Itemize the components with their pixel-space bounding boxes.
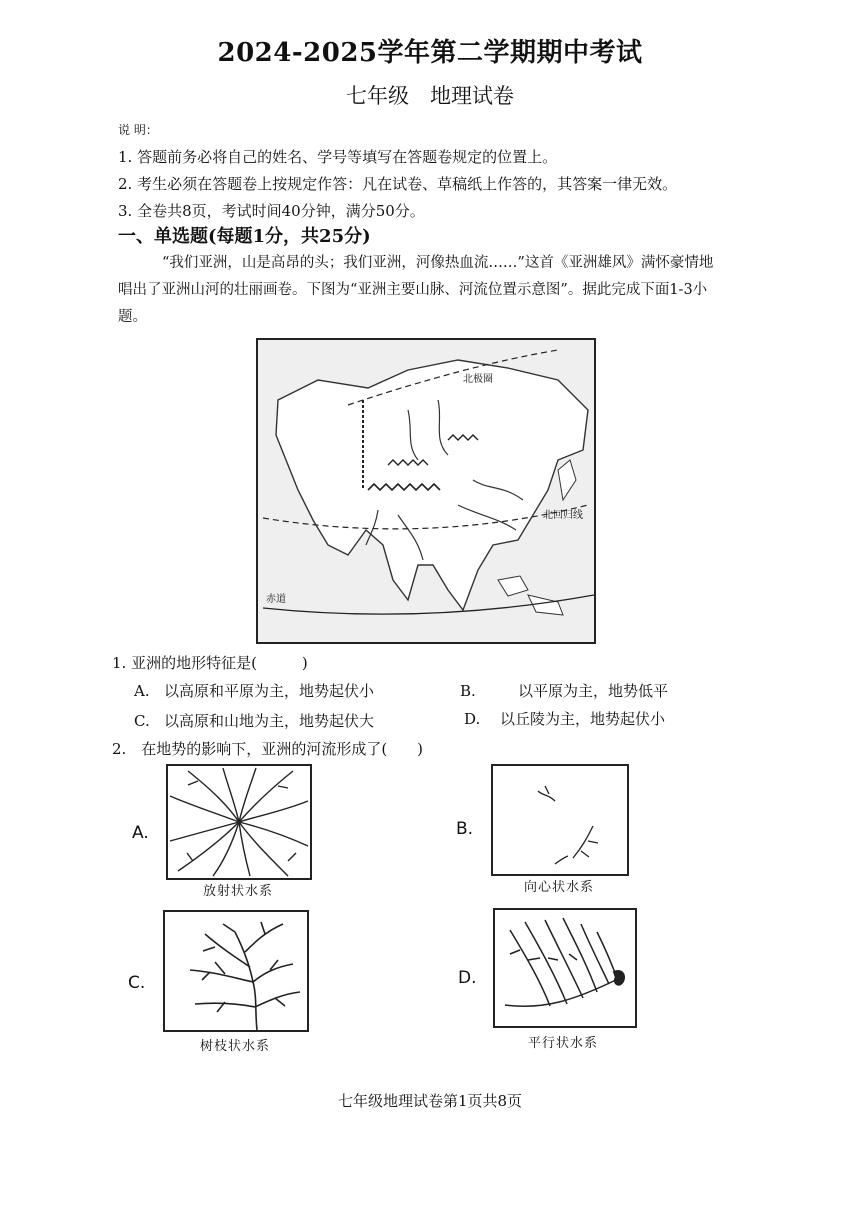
question-2-stem: 2. 在地势的影响下，亚洲的河流形成了( ) xyxy=(112,740,424,758)
figure-d-label[interactable]: D. xyxy=(458,968,477,988)
figure-parallel-drainage xyxy=(493,908,637,1028)
option-text: 以平原为主，地势低平 xyxy=(518,682,669,700)
page-footer: 七年级地理试卷第1页共8页 xyxy=(337,1092,523,1110)
figure-c-caption: 树枝状水系 xyxy=(199,1039,270,1054)
question-1-option-a[interactable] xyxy=(134,680,374,701)
option-key: D. xyxy=(464,710,481,728)
figure-b-caption: 向心状水系 xyxy=(523,880,594,895)
option-key: A. xyxy=(134,682,150,700)
instructions-heading: 说 明： xyxy=(118,123,158,137)
radial-drainage-drawing xyxy=(168,766,310,878)
figure-dendritic-drainage xyxy=(163,910,309,1032)
exam-title: 2024-2025学年第二学期期中考试 xyxy=(217,38,643,68)
map-label-equator: 赤道 xyxy=(266,594,286,605)
figure-radial-drainage xyxy=(166,764,312,880)
option-text: 以高原和平原为主，地势起伏小 xyxy=(164,682,375,700)
instruction-item: 2. 考生必须在答题卷上按规定作答：凡在试卷、草稿纸上作答的，其答案一律无效。 xyxy=(118,175,678,193)
exam-subtitle: 七年级 地理试卷 xyxy=(346,84,514,108)
option-text: 以高原和山地为主，地势起伏大 xyxy=(164,712,375,730)
option-key: C. xyxy=(134,712,150,730)
question-1-stem: 1. 亚洲的地形特征是( ) xyxy=(112,654,308,672)
dendritic-drainage-drawing xyxy=(165,912,307,1030)
asia-map-drawing xyxy=(258,340,594,642)
question-1-option-c[interactable] xyxy=(134,710,374,731)
figure-a-caption: 放射状水系 xyxy=(202,884,273,899)
question-passage: “我们亚洲，山是高昂的头；我们亚洲，河像热血流……”这首《亚洲雄风》满怀豪情地唱出了亚洲山河的壮丽画卷。下图为“亚洲主要山脉、河流位置示意图”。据此完成下面1-3小题。 xyxy=(118,255,714,325)
figure-d-caption: 平行状水系 xyxy=(527,1036,598,1051)
figure-centripetal-drainage xyxy=(491,764,629,876)
instruction-item: 1. 答题前务必将自己的姓名、学号等填写在答题卷规定的位置上。 xyxy=(118,148,558,166)
option-text: 以丘陵为主，地势起伏小 xyxy=(500,710,666,728)
figure-c-label[interactable]: C. xyxy=(128,973,146,993)
parallel-drainage-drawing xyxy=(495,910,635,1026)
centripetal-drainage-drawing xyxy=(493,766,627,874)
map-label-tropic: 北回归线 xyxy=(543,510,583,521)
instruction-item: 3. 全卷共8页，考试时间40分钟，满分50分。 xyxy=(118,202,425,220)
option-key: B. xyxy=(460,682,476,700)
figure-b-label[interactable]: B. xyxy=(456,819,474,839)
question-1-option-d[interactable] xyxy=(464,708,665,729)
asia-map-figure xyxy=(256,338,596,644)
map-label-arctic: 北极圈 xyxy=(463,374,493,385)
question-1-option-b[interactable] xyxy=(460,680,668,701)
figure-a-label[interactable]: A. xyxy=(132,823,149,843)
section-title: 一、单选题(每题1分，共25分) xyxy=(118,226,371,247)
